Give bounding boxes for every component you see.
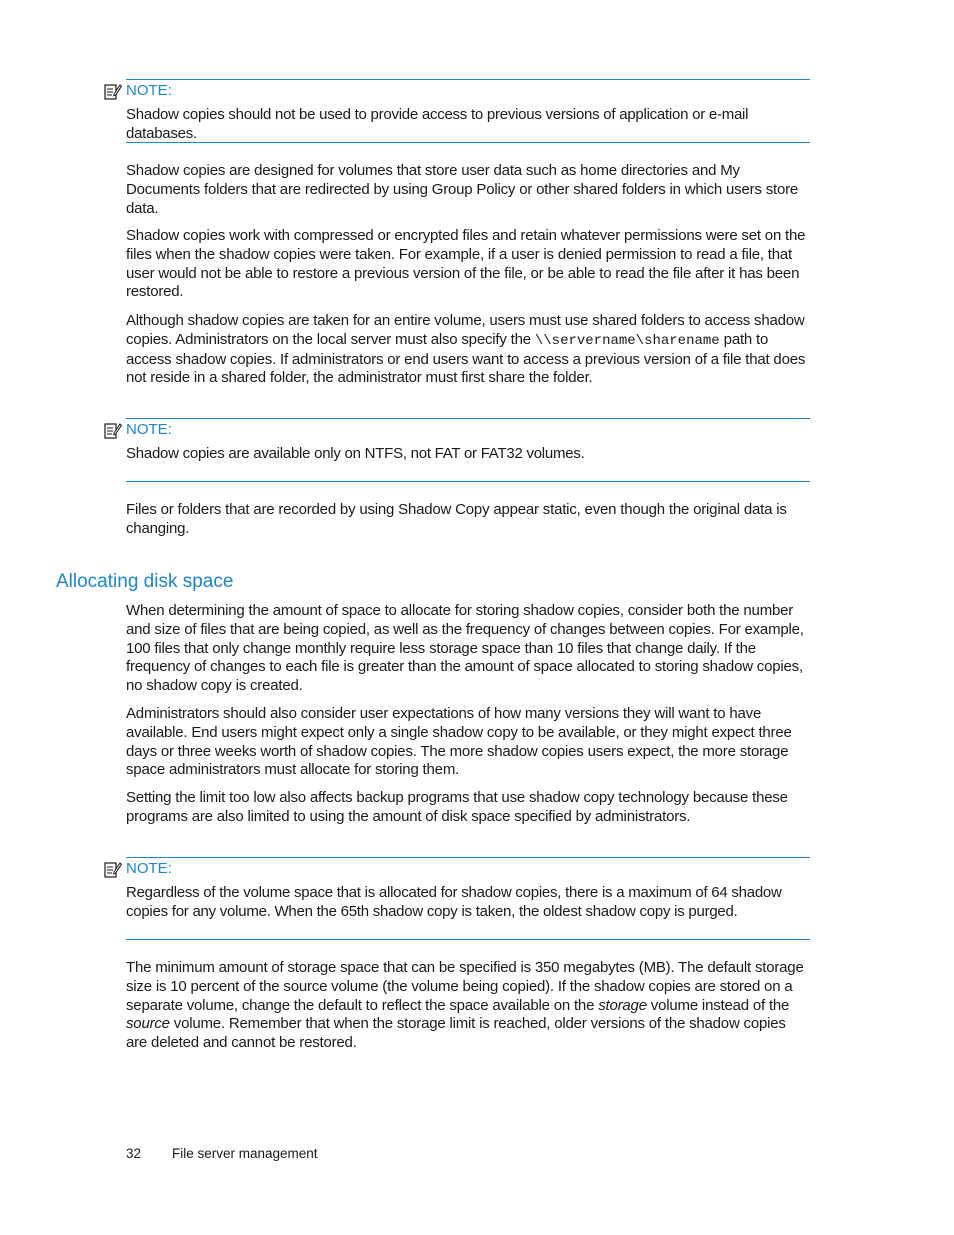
paragraph: Administrators should also consider user expectations of how many versions they will want to have available. End users might expect only a single shadow copy to be available, or they might expect three days or three weeks worth of shadow copies. The more shadow copies users expect, the more storage space administrators must allocate for storing them. (126, 705, 792, 779)
note-text: Shadow copies are available only on NTFS, not FAT or FAT32 volumes. (126, 445, 585, 462)
note-label: NOTE: (126, 860, 172, 877)
section-title: Allocating disk space (56, 571, 234, 592)
emphasis-storage: storage (598, 996, 647, 1014)
note-pencil-icon (104, 422, 122, 439)
note-box (126, 857, 810, 940)
page-number: 32 (126, 1146, 142, 1161)
note-text: Shadow copies should not be used to provide access to previous versions of application or e-mail databases. (126, 106, 749, 142)
chapter-title: File server management (172, 1146, 318, 1161)
paragraph: Files or folders that are recorded by using Shadow Copy appear static, even though the original data is changing. (126, 501, 787, 537)
paragraph: Setting the limit too low also affects backup programs that use shadow copy technology because these programs are also limited to using the amount of disk space specified by administrators. (126, 789, 788, 825)
paragraph: Shadow copies are designed for volumes that store user data such as home directories and My Documents folders that are redirected by using Group Policy or other shared folders in which users store data. (126, 162, 799, 217)
emphasis-source: source (126, 1015, 170, 1033)
note-pencil-icon (104, 861, 122, 878)
path-code: \\servername\sharename (534, 332, 720, 349)
paragraph-text: path to access shadow copies. If administrators or end users want to access a previous version of a file that does not reside in a shared folder, the administrator must first share the folder. (126, 330, 806, 387)
paragraph-text: volume instead of the (646, 996, 790, 1014)
paragraph: Shadow copies work with compressed or encrypted files and retain whatever permissions were set on the files when the shadow copies were taken. For example, if a user is denied permission to read a file, that user would not be able to restore a previous version of the file, or be able to read the file after it has been restored. (126, 227, 806, 301)
paragraph: When determining the amount of space to allocate for storing shadow copies, consider both the number and size of files that are being copied, as well as the frequency of changes between copies. For example, 100 files that only change monthly require less storage space than 10 files that change daily. If the frequency of changes to each file is greater than the amount of space allocated to storing shadow copies, no shadow copy is created. (126, 602, 804, 695)
note-pencil-icon (104, 83, 122, 100)
paragraph-text: volume. Remember that when the storage limit is reached, older versions of the shadow copies are deleted and cannot be restored. (126, 1015, 786, 1052)
paragraph-text: The minimum amount of storage space that can be specified is 350 megabytes (MB). The default storage size is 10 percent of the source volume (the volume being copied). If the shadow copies are stored on a separate volume, change the default to reflect the space available on the (126, 959, 804, 1014)
paragraph (126, 959, 806, 1053)
note-label: NOTE: (126, 421, 172, 438)
note-box (126, 79, 810, 143)
note-text: Regardless of the volume space that is allocated for shadow copies, there is a maximum of 64 shadow copies for any volume. When the 65th shadow copy is taken, the oldest shadow copy is purged. (126, 884, 782, 920)
paragraph (126, 312, 806, 388)
paragraph-text: Although shadow copies are taken for an entire volume, users must use shared folders to access shadow copies. Administrators on the local server must also specify the (126, 312, 805, 348)
note-box (126, 418, 810, 482)
note-label: NOTE: (126, 82, 172, 99)
